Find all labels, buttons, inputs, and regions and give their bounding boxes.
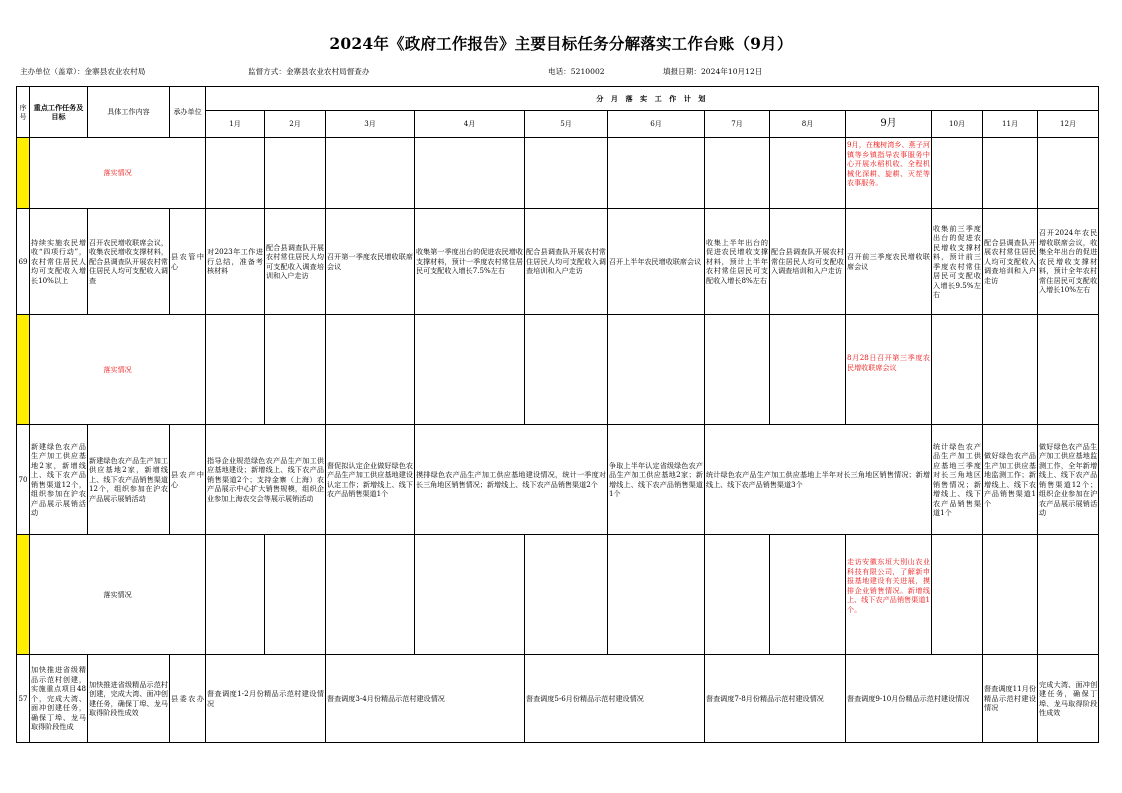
empty-cell: [206, 138, 265, 209]
header-key-task: 重点工作任务及目标: [30, 87, 88, 138]
empty-cell: [326, 315, 415, 425]
undertaker: 县农产中心: [170, 425, 206, 535]
task-ledger-table: [16, 86, 1099, 743]
empty-cell: [525, 315, 608, 425]
empty-cell: [1038, 535, 1099, 655]
fill-date: 填报日期：2024年10月12日: [663, 67, 763, 76]
empty-cell: [1038, 315, 1099, 425]
month-header-1: 1月: [206, 111, 265, 138]
plan-nov: 督查调度11月份精品示范村建设情况: [983, 655, 1038, 743]
row-seq: 57: [17, 655, 30, 743]
plan-dec: 完成大湾、面冲创建任务，确保丁埠、龙马取得阶段性成效: [1038, 655, 1099, 743]
implementation-row: [17, 315, 1099, 425]
empty-cell: [770, 138, 846, 209]
task-row: [17, 209, 1099, 315]
month-header-5: 5月: [525, 111, 608, 138]
plan-nov: 配合县调查队开展农村常住居民人均可支配收入调查培训和入户走访: [983, 209, 1038, 315]
key-task: 新建绿色农产品生产加工供应基地2家，新增线上、线下农产品销售渠道12个，组织参加在沪农产品展示展销活动: [30, 425, 88, 535]
empty-cell: [770, 315, 846, 425]
yellow-marker: [17, 315, 30, 425]
empty-cell: [415, 138, 525, 209]
plan-feb: 配合县调查队开展农村常住居民人均可支配收入调查培训和入户走访: [265, 209, 326, 315]
empty-cell: [326, 138, 415, 209]
plan-mar-apr: 督查调度3-4月份精品示范村建设情况: [326, 655, 525, 743]
empty-cell: [983, 535, 1038, 655]
plan-mar: 召开第一季度农民增收联席会议: [326, 209, 415, 315]
empty-cell: [705, 138, 770, 209]
task-row: [17, 655, 1099, 743]
row-seq: 70: [17, 425, 30, 535]
header-monthly-plan: 分 月 落 实 工 作 计 划: [206, 87, 1099, 111]
empty-cell: [932, 535, 983, 655]
month-header-3: 3月: [326, 111, 415, 138]
header-row: [17, 87, 1099, 111]
plan-apr-may: 摸排绿色农产品生产加工供应基地建设情况，统计一季度对长三角地区销售情况；新增线上、线下农产品销售渠道2个: [415, 425, 608, 535]
empty-cell: [608, 315, 705, 425]
empty-cell: [983, 315, 1038, 425]
implementation-september: 8月28日召开第三季度农民增收联席会议: [846, 315, 932, 425]
implementation-label: 落实情况: [30, 138, 206, 209]
month-header-12: 12月: [1038, 111, 1099, 138]
month-header-9: 9月: [846, 111, 932, 138]
plan-jun: 争取上半年认定省级绿色农产品生产加工供应基地2家；新增线上、线下农产品销售渠道1个: [608, 425, 705, 535]
plan-nov: 做好绿色农产品生产加工供应基地监测工作；新增线上、线下农产品销售渠道1个: [983, 425, 1038, 535]
empty-cell: [265, 138, 326, 209]
plan-may: 配合县调查队开展农村常住居民人均可支配收入调查培训和入户走访: [525, 209, 608, 315]
implementation-label: 落实情况: [30, 535, 206, 655]
header-undertaker: 承办单位: [170, 87, 206, 138]
yellow-marker: [17, 535, 30, 655]
plan-jan-feb: 督查调度1-2月份精品示范村建设情况: [206, 655, 326, 743]
empty-cell: [415, 315, 525, 425]
key-task: 加快推进省级精品示范村创建，实施重点项目48个，完成大湾、面冲创建任务，确保丁埠、龙马取得阶段性成: [30, 655, 88, 743]
empty-cell: [983, 138, 1038, 209]
month-header-10: 10月: [932, 111, 983, 138]
plan-apr: 收集第一季度出台的促进农民增收支撑材料，预计一季度农村常住居民可支配收入增长7.5%左右: [415, 209, 525, 315]
empty-cell: [265, 315, 326, 425]
plan-jul-sep: 统计绿色农产品生产加工供应基地上半年对长三角地区销售情况；新增线上、线下农产品销售渠道3个: [705, 425, 932, 535]
header-content: 具体工作内容: [88, 87, 170, 138]
empty-cell: [705, 535, 770, 655]
plan-dec: 召开2024年农民增收联席会议，收集全年出台的促进农民增收支撑材料，预计全年农村常住居民可支配收入增长10%左右: [1038, 209, 1099, 315]
plan-jul: 收集上半年出台的促进农民增收支撑材料，预计上半年农村常住居民可支配收入增长8%左右: [705, 209, 770, 315]
month-header-7: 7月: [705, 111, 770, 138]
implementation-row: [17, 138, 1099, 209]
empty-cell: [525, 535, 608, 655]
plan-jul-aug: 督查调度7-8月份精品示范村建设情况: [705, 655, 846, 743]
empty-cell: [1038, 138, 1099, 209]
month-header-6: 6月: [608, 111, 705, 138]
plan-sep-oct: 督查调度9-10月份精品示范村建设情况: [846, 655, 983, 743]
plan-mar: 督促拟认定企业做好绿色农产品生产加工供应基地建设认定工作；新增线上、线下农产品销售渠道1个: [326, 425, 415, 535]
supervision-method: 监督方式：金寨县农业农村局督查办: [248, 67, 370, 76]
empty-cell: [525, 138, 608, 209]
plan-may-jun: 督查调度5-6月份精品示范村建设情况: [525, 655, 705, 743]
header-seq: 序号: [17, 87, 30, 138]
empty-cell: [770, 535, 846, 655]
work-content: 新建绿色农产品生产加工供应基地2家，新增线上、线下农产品销售渠道12个，组织参加在沪农产品展示展销活动: [88, 425, 170, 535]
plan-oct: 统计绿色农产品生产加工供应基地三季度对长三角地区销售情况；新增线上、线下农产品销售渠道1个: [932, 425, 983, 535]
empty-cell: [206, 535, 265, 655]
undertaker: 县农管中心: [170, 209, 206, 315]
host-unit: 主办单位（盖章）：金寨县农业农村局: [20, 67, 146, 76]
work-content: 召开农民增收联席会议，收集农民增收支撑材料，配合县调查队开展农村常住居民人均可支配收入调查: [88, 209, 170, 315]
empty-cell: [415, 535, 525, 655]
plan-jan: 对2023年工作进行总结，准备考核材料: [206, 209, 265, 315]
month-header-4: 4月: [415, 111, 525, 138]
yellow-marker: [17, 138, 30, 209]
empty-cell: [608, 535, 705, 655]
month-header-11: 11月: [983, 111, 1038, 138]
plan-dec: 做好绿色农产品生产加工供应基地监测工作，全年新增线上、线下农产品销售渠道12个；组织企业参加在沪农产品展示展销活动: [1038, 425, 1099, 535]
empty-cell: [326, 535, 415, 655]
empty-cell: [206, 315, 265, 425]
plan-jun: 召开上半年农民增收联席会议: [608, 209, 705, 315]
empty-cell: [705, 315, 770, 425]
plan-jan-feb: 指导企业规范绿色农产品生产加工供应基地建设；新增线上、线下农产品销售渠道2个；支持金寨（上海）农产品展示中心扩大销售规模，组织企业参加上海农交会等展示展销活动: [206, 425, 326, 535]
empty-cell: [932, 138, 983, 209]
empty-cell: [608, 138, 705, 209]
implementation-september: 走访安徽东垣大别山农业科技有限公司，了解新申报基地建设有关进展，摸排企业销售情况。新增线上、线下农产品销售渠道1个。: [846, 535, 932, 655]
key-task: 持续实施农民增收“四项行动”，农村常住居民人均可支配收入增长10%以上: [30, 209, 88, 315]
month-header-2: 2月: [265, 111, 326, 138]
row-seq: 69: [17, 209, 30, 315]
work-content: 加快推进省级精品示范村创建，完成大湾、面冲创建任务，确保丁埠、龙马取得阶段性成效: [88, 655, 170, 743]
implementation-label: 落实情况: [30, 315, 206, 425]
plan-oct: 收集前三季度出台的促进农民增收支撑材料，预计前三季度农村常住居民可支配收入增长9.5%左右: [932, 209, 983, 315]
empty-cell: [932, 315, 983, 425]
undertaker: 县委农办: [170, 655, 206, 743]
phone-number: 电话：5210002: [548, 67, 605, 76]
plan-sep: 召开前三季度农民增收联席会议: [846, 209, 932, 315]
page-title: 2024年《政府工作报告》主要目标任务分解落实工作台账（9月）: [329, 34, 793, 53]
plan-aug: 配合县调查队开展农村常住居民人均可支配收入调查培训和入户走访: [770, 209, 846, 315]
task-row: [17, 425, 1099, 535]
implementation-row: [17, 535, 1099, 655]
month-header-8: 8月: [770, 111, 846, 138]
implementation-september: 9月，在槐树湾乡、燕子河镇等乡镇指导农事服务中心开展水稻机收、全程机械化深耕、旋耕、灭茬等农事服务。: [846, 138, 932, 209]
empty-cell: [265, 535, 326, 655]
